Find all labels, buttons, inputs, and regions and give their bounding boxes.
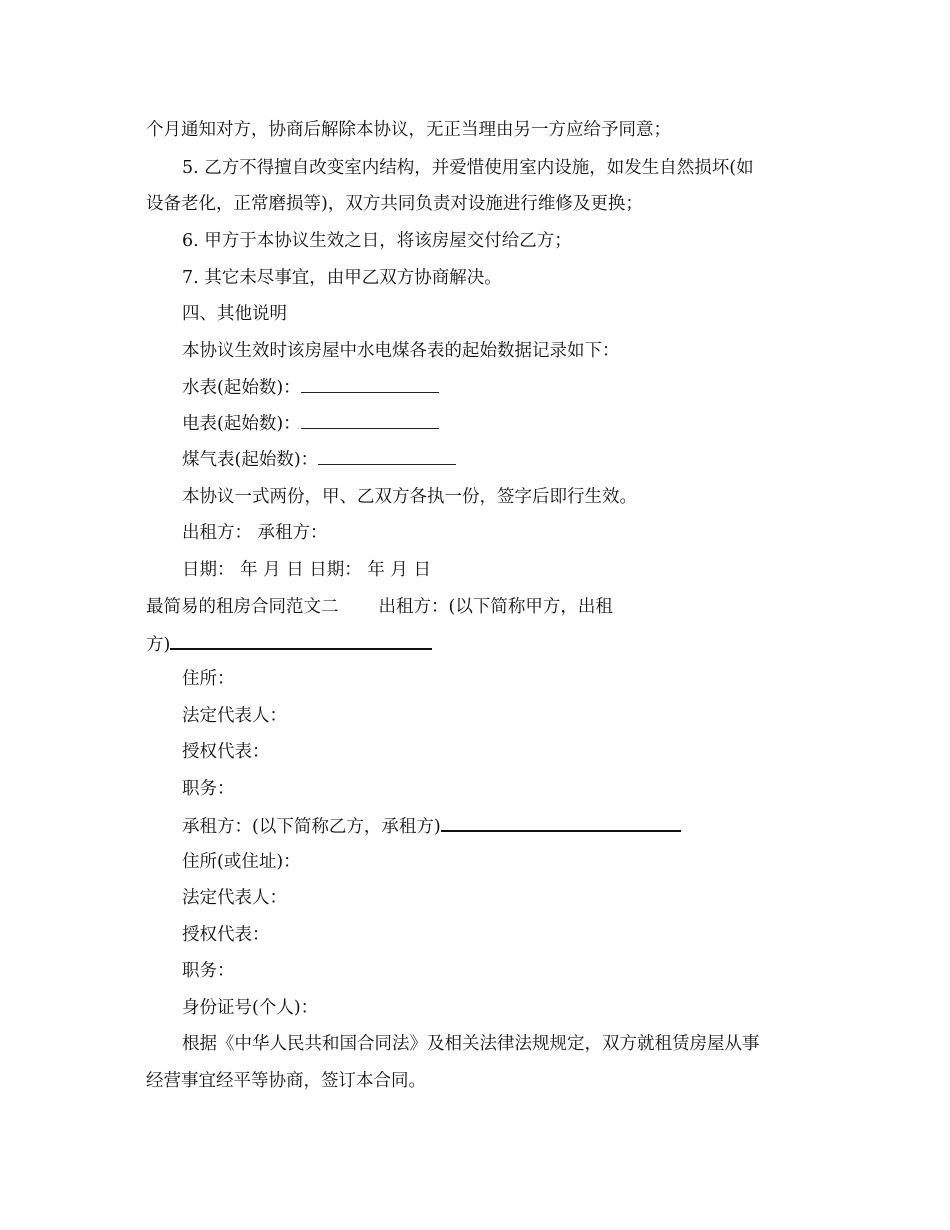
basis-line-1: 根据《中华人民共和国合同法》及相关法律法规规定，双方就租赁房屋从事 [182,1034,760,1054]
water-meter-blank [301,375,439,393]
lessor-legal-rep: 法定代表人： [182,706,287,726]
gas-meter-row [182,447,456,473]
lessee-id-number: 身份证号(个人)： [182,998,319,1018]
water-meter-row [182,375,439,401]
lessee-authorized-rep: 授权代表： [182,925,270,945]
section-heading: 四、其他说明 [182,304,287,324]
clause-7: 7. 其它未尽事宜，由甲乙双方协商解决。 [182,268,502,288]
copies-clause: 本协议一式两份，甲、乙双方各执一份，签字后即行生效。 [182,487,637,507]
clause-6: 6. 甲方于本协议生效之日，将该房屋交付给乙方； [182,231,572,251]
clause-5-line-1: 5. 乙方不得擅自改变室内结构，并爱惜使用室内设施，如发生自然损坏(如 [182,158,754,178]
lessor-name-blank [170,630,432,650]
lessor-heading: 出租方：(以下简称甲方，出租 [378,597,613,617]
gas-meter-blank [318,447,456,465]
lessee-row [182,812,681,840]
gas-meter-label: 煤气表(起始数)： [182,450,319,470]
lessee-position: 职务： [182,961,235,981]
paragraph-line: 个月通知对方，协商后解除本协议，无正当理由另一方应给予同意； [146,120,671,140]
contract-title: 最简易的租房合同范文二 [146,597,339,617]
lessee-legal-rep: 法定代表人： [182,888,287,908]
lessor-position: 职务： [182,779,235,799]
contract-title-line [146,594,613,620]
electric-meter-row [182,411,439,437]
lessee-address: 住所(或住址)： [182,852,301,872]
lessor-heading-cont: 方) [146,635,171,655]
meter-intro: 本协议生效时该房屋中水电煤各表的起始数据记录如下： [182,341,620,361]
basis-line-2: 经营事宜经平等协商，签订本合同。 [146,1071,426,1091]
lessee-name-blank [441,812,681,832]
lessor-address: 住所： [182,669,235,689]
lessor-authorized-rep: 授权代表： [182,742,270,762]
electric-meter-label: 电表(起始数)： [182,414,301,434]
water-meter-label: 水表(起始数)： [182,378,301,398]
lessor-name-row [146,630,432,658]
lessee-heading: 承租方：(以下简称乙方，承租方) [182,817,441,837]
signature-dates: 日期： 年 月 日 日期： 年 月 日 [182,560,431,580]
signature-parties: 出租方： 承租方： [182,523,328,543]
electric-meter-blank [301,411,439,429]
clause-5-line-2: 设备老化，正常磨损等)，双方共同负责对设施进行维修及更换； [146,194,643,214]
